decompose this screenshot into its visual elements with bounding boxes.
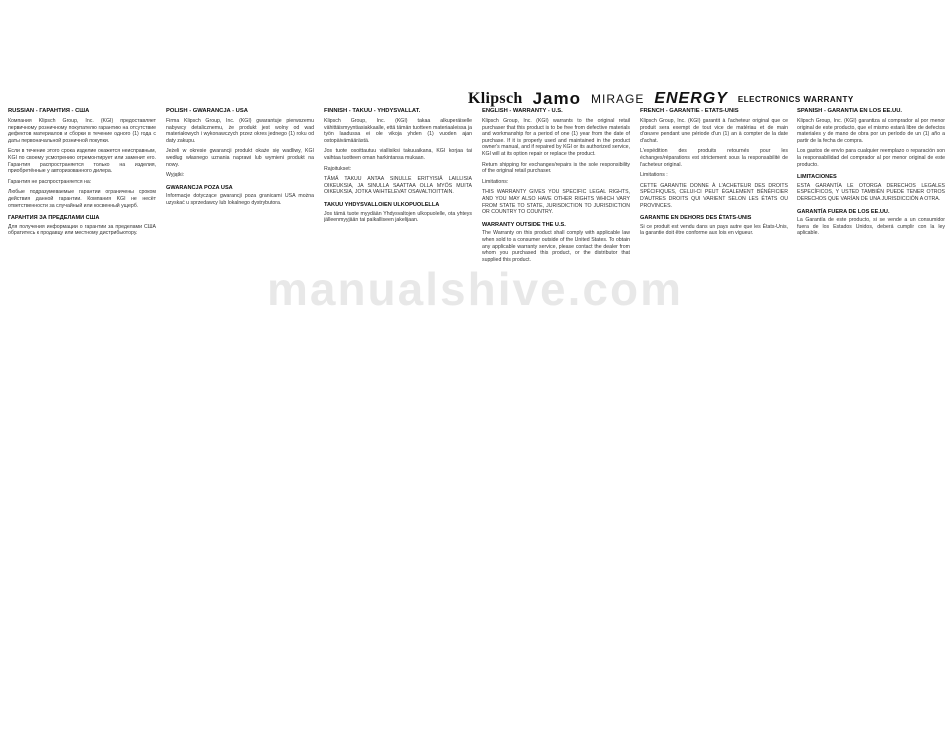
warranty-column-english (482, 108, 630, 267)
paragraph: The Warranty on this product shall comply with applicable law when sold to a consumer outside of the United States. To obtain any applicable warranty service, please contact the dealer from whom you purchased this product, or the distributor that supplied this product. (482, 230, 630, 263)
section-heading: GARANTIE EN DEHORS DES ÉTATS-UNIS (640, 215, 752, 222)
paragraph: Wyjątki: (166, 172, 185, 179)
section-heading: GARANTÍA FUERA DE LOS EE.UU. (797, 208, 890, 215)
paragraph: TÄMÄ TAKUU ANTAA SINULLE ERITYISIÄ LAILLISIA OIKEUKSIA, JA SINULLA SAATTAA OLLA MYÖS MUITA OIKEUKSIA, JOTKA VAIHTELEVAT OSAVALTIOITTAIN. (324, 176, 472, 196)
column-title: FINNISH - TAKUU - YHDYSVALLAT. (324, 108, 421, 114)
paragraph: Klipsch Group, Inc. (KGI) garantiza al comprador al por menor original de este producto, que el mismo estará libre de defectos materiales y de mano de obra por un período de un (1) año a partir de la fecha de compra. (797, 118, 945, 144)
warranty-column-french (640, 108, 788, 241)
paragraph: Limitations : (640, 172, 668, 179)
warranty-column-polish (166, 108, 314, 211)
paragraph: Los gastos de envío para cualquier reemplazo o reparación son la responsabilidad del comprador al por menor original de este producto. (797, 148, 945, 168)
column-title: RUSSIAN - ГАРАНТИЯ - США (8, 108, 90, 114)
warranty-column-spanish (797, 108, 945, 241)
paragraph: THIS WARRANTY GIVES YOU SPECIFIC LEGAL RIGHTS, AND YOU MAY ALSO HAVE OTHER RIGHTS WHICH VARY FROM STATE TO STATE, JURISDICTION TO JURISDICTION OR COUNTRY TO COUNTRY. (482, 189, 630, 216)
klipsch-logo: Klipsch (468, 90, 523, 107)
paragraph: Jos tuote osoittautuu viallisiksi takuuaikana, KGI korjaa tai vaihtaa tuotteen oman harkintansa mukaan. (324, 148, 472, 161)
paragraph: CETTE GARANTIE DONNE À L'ACHETEUR DES DROITS SPÉCIFIQUES, CELUI-CI PEUT ÉGALEMENT BÉNÉFICIER D'AUTRES DROITS QUI VARIENT SELON LES ÉTATS OU PROVINCES. (640, 182, 788, 209)
paragraph: Любые подразумеваемые гарантии ограничены сроком действия данной гарантии. Компания KGI не несёт ответственности за случайный или косвенный ущерб. (8, 189, 156, 209)
section-heading: ГАРАНТИЯ ЗА ПРЕДЕЛАМИ США (8, 215, 100, 222)
warranty-column-finnish (324, 108, 472, 228)
paragraph: Гарантия не распространяется на: (8, 178, 92, 185)
paragraph: Return shipping for exchanges/repairs is the sole responsibility of the original retail purchaser. (482, 161, 630, 175)
brand-header (468, 90, 854, 108)
paragraph: Limitations: (482, 178, 509, 185)
paragraph: Если в течение этого срока изделие окажется неисправным, KGI по своему усмотрению отремонтирует или заменит его. Гарантия распространяется только на изделия, приобретённые у авторизованного дилера. (8, 148, 156, 175)
warranty-tagline: ELECTRONICS WARRANTY (737, 94, 854, 104)
watermark: manualshive.com (266, 263, 684, 315)
section-heading: LIMITACIONES (797, 174, 837, 181)
section-heading: TAKUU YHDYSVALLOIEN ULKOPUOLELLA (324, 201, 440, 208)
paragraph: Компания Klipsch Group, Inc. (KGI) предоставляет первичному розничному покупателю гарантию на отсутствие дефектов материалов и сборки в течение одного (1) года с даты первоначальной розничной покупки. (8, 118, 156, 144)
jamo-logo: Jamo (532, 89, 581, 108)
paragraph: Firma Klipsch Group, Inc. (KGI) gwarantuje pierwszemu nabywcy detalicznemu, że produkt jest wolny od wad materiałowych i wykonawczych przez okres jednego (1) roku od daty zakupu. (166, 118, 314, 144)
column-title: POLISH - GWARANCJA - USA (166, 108, 248, 114)
paragraph: Klipsch Group, Inc. (KGI) warrants to the original retail purchaser that this product is to be free from defective materials and workmanship for a period of one (1) year from the date of purchase. If it is properly used and maintained in the product owner's manual, and if repaired by KGI or its authorized service, KGI will at its option repair or replace the product. (482, 118, 630, 157)
paragraph: La Garantía de este producto, si se vende a un consumidor fuera de los Estados Unidos, deberá cumplir con la ley aplicable. (797, 217, 945, 237)
mirage-logo: MIRAGE (590, 92, 645, 106)
warranty-column-russian (8, 108, 156, 241)
paragraph: Klipsch Group, Inc. (KGI) takaa alkuperäiselle vähittäismyyntiasiakkaalle, että tämän tuotteen materiaaleissa ja työn laadussa ei ole vikoja yhden (1) vuoden ajan ostopäivämäärästä. (324, 118, 472, 144)
paragraph: Jeżeli w okresie gwarancji produkt okaże się wadliwy, KGI według własnego uznania naprawi lub wymieni produkt na nowy. (166, 148, 314, 168)
energy-logo: ENERGY (654, 90, 728, 107)
paragraph: Si ce produit est vendu dans un pays autre que les États-Unis, la garantie doit être conforme aux lois en vigueur. (640, 223, 788, 237)
section-heading: GWARANCJA POZA USA (166, 184, 233, 191)
paragraph: L'expédition des produits retournés pour les échanges/réparations est strictement sous la responsabilité de l'acheteur original. (640, 148, 788, 168)
paragraph: Для получения информации о гарантии за пределами США обратитесь к продавцу или местному дистрибьютору. (8, 223, 156, 237)
paragraph: Jos tämä tuote myydään Yhdysvaltojen ulkopuolelle, ota yhteys jälleenmyyjään tai paikalliseen jakelijaan. (324, 210, 472, 224)
paragraph: Informacje dotyczące gwarancji poza granicami USA można uzyskać u sprzedawcy lub lokalnego dystrybutora. (166, 193, 314, 206)
paragraph: Rajoitukset: (324, 165, 352, 172)
paragraph: Klipsch Group, Inc. (KGI) garantit à l'acheteur original que ce produit sera exempt de tout vice de matériau et de main d'œuvre pendant une période d'un (1) an à compter de la date d'achat. (640, 118, 788, 144)
section-heading: WARRANTY OUTSIDE THE U.S. (482, 221, 566, 228)
paragraph: ESTA GARANTÍA LE OTORGA DERECHOS LEGALES ESPECÍFICOS, Y USTED TAMBIÉN PUEDE TENER OTROS DERECHOS QUE VARÍAN DE UNA JURISDICCIÓN A OTRA. (797, 182, 945, 202)
column-title: SPANISH - GARANTÍA EN LOS EE.UU. (797, 108, 902, 114)
column-title: ENGLISH - WARRANTY - U.S. (482, 108, 563, 114)
column-title: FRENCH - GARANTIE - ÉTATS-UNIS (640, 108, 739, 114)
